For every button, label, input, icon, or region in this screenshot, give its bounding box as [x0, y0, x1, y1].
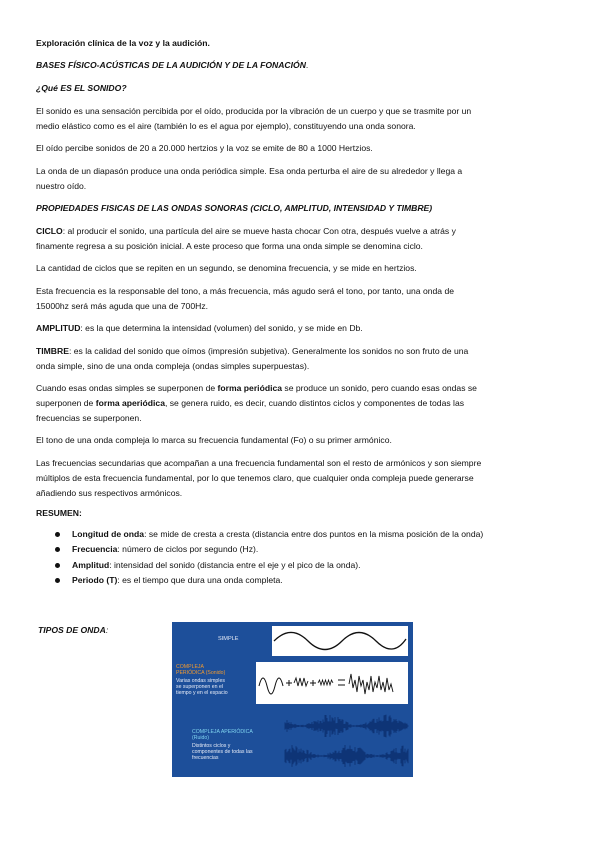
cuando-text-f: , se genera ruido, es decir, cuando distintos ciclos y componentes de todas las: [164, 398, 465, 408]
complex-periodic-panel: [256, 662, 408, 704]
compleja-aperiodica-title-1: COMPLEJA APERIÓDICA: [192, 729, 253, 735]
bullet-term: Longitud de onda: [72, 529, 145, 539]
simple-wave: [272, 626, 408, 656]
list-item: [52, 527, 483, 542]
simple-wave-panel: [272, 626, 408, 656]
timbre-text: : es la calidad del sonido que oímos (impresión subjetiva). Generalmente los sonidos no son fruto de una: [68, 346, 469, 356]
bullet-text: : número de ciclos por segundo (Hz).: [117, 544, 259, 555]
secundarias-line-1: Las frecuencias secundarias que acompañan a una frecuencia fundamental son el resto de armónicos y son siempre: [36, 458, 482, 468]
cuando-line-2: [36, 396, 464, 411]
bullet-term: Periodo (T): [72, 575, 118, 586]
paragraph-diapason-2: nuestro oído.: [36, 181, 87, 191]
ciclo-line-1: [36, 224, 456, 239]
simple-label: SIMPLE: [218, 636, 239, 642]
paragraph-oido: El oído percibe sonidos de 20 a 20.000 hertzios y la voz se emite de 80 a 1000 Hertzios.: [36, 143, 373, 153]
bullet-text: : intensidad del sonido (distancia entre el eje y el pico de la onda).: [109, 559, 361, 570]
ciclo-term: CICLO: [36, 226, 63, 236]
compleja-periodica-desc-1: Varias ondas simples: [176, 678, 225, 684]
cuando-text-d: superponen de: [36, 398, 96, 408]
doc-title: Exploración clínica de la voz y la audición.: [36, 38, 210, 48]
wave-types-figure: [172, 622, 413, 777]
compleja-aperiodica-desc-1: Distintos ciclos y: [192, 743, 231, 749]
compleja-periodica-title-1: COMPLEJA: [176, 664, 204, 670]
bullet-icon: [55, 578, 60, 583]
paragraph-diapason-1: La onda de un diapasón produce una onda periódica simple. Esa onda perturba el aire de su alrededor y llega a: [36, 166, 463, 176]
bullet-text: : se mide de cresta a cresta (distancia entre dos puntos en la misma posición de la onda): [144, 529, 484, 539]
bullet-term: Amplitud: [72, 559, 110, 570]
bullet-icon: [55, 563, 60, 568]
frecuencia-paragraph: La cantidad de ciclos que se repiten en un segundo, se denomina frecuencia, y se mide en hertzios.: [36, 263, 417, 273]
properties-heading: PROPIEDADES FISICAS DE LAS ONDAS SONORAS (CICLO, AMPLITUD, INTENSIDAD Y TIMBRE): [36, 203, 433, 213]
amplitud-line: [36, 321, 363, 336]
doc-subtitle-period: .: [305, 60, 309, 70]
bullet-text: : es el tiempo que dura una onda completa.: [117, 575, 283, 586]
cuando-line-3: frecuencias se superponen.: [36, 413, 142, 423]
tipos-heading: [38, 623, 108, 638]
amplitud-text: : es la que determina la intensidad (volumen) del sonido, y se mide en Db.: [80, 323, 363, 333]
cuando-line-1: [36, 381, 477, 396]
compleja-aperiodica-desc-3: frecuencias: [192, 755, 219, 761]
timbre-line-1: [36, 344, 468, 359]
cuando-text-c: se produce un sonido, pero cuando esas ondas se: [282, 383, 477, 393]
forma-periodica-term: forma periódica: [217, 383, 283, 393]
question-heading: ¿Qué ES EL SONIDO?: [36, 83, 127, 93]
noise-wave-top: [285, 715, 408, 738]
secundarias-line-3: añadiendo sus respectivos armónicos.: [36, 488, 183, 498]
tipos-colon: :: [105, 625, 109, 635]
paragraph-sonido-2: medio elástico como es el aire (también lo es el agua por ejemplo), constituyendo una onda sonora.: [36, 121, 416, 131]
amplitud-term: AMPLITUD: [36, 323, 81, 333]
resumen-heading: RESUMEN:: [36, 508, 82, 518]
compleja-periodica-desc-2: se superponen en el: [176, 684, 224, 690]
bullet-icon: [55, 532, 60, 537]
forma-aperiodica-term: forma aperiódica: [95, 398, 165, 408]
compleja-periodica-desc-3: tiempo y en el espacio: [176, 690, 228, 696]
compleja-aperiodica-title-2: (Ruido): [192, 735, 210, 741]
list-item: [52, 573, 483, 588]
paragraph-sonido-1: El sonido es una sensación percibida por el oído, producida por la vibración de un cuerpo y que se trasmite por un: [36, 106, 472, 116]
tono-line-1: Esta frecuencia es la responsable del tono, a más frecuencia, más agudo será el tono, por tanto, una onda de: [36, 286, 455, 296]
bullet-icon: [55, 547, 60, 552]
doc-subtitle-line: [36, 58, 308, 73]
aperiodic-noise-waves: [284, 710, 410, 772]
compleja-aperiodica-desc-2: componentes de todas las: [192, 749, 253, 755]
compleja-periodica-title-2: PERIÓDICA (Sonido): [176, 670, 226, 676]
tipos-label: TIPOS DE ONDA: [38, 625, 106, 635]
list-item: [52, 558, 483, 573]
resumen-list: [52, 527, 483, 589]
timbre-line-2: onda simple, sino de una onda compleja (ondas simples superpuestas).: [36, 361, 310, 371]
tono-line-2: 15000hz será más aguda que una de 700Hz.: [36, 301, 209, 311]
secundarias-line-2: múltiplos de esta frecuencia fundamental, por lo que tenemos claro, que cualquier onda compleja puede generarse: [36, 473, 474, 483]
bullet-term: Frecuencia: [72, 544, 118, 555]
doc-subtitle: BASES FÍSICO-ACÚSTICAS DE LA AUDICIÓN Y DE LA FONACIÓN: [36, 60, 306, 70]
ciclo-text: : al producir el sonido, una partícula del aire se mueve hasta chocar Con otra, después vuelve a atrás y: [62, 226, 456, 236]
ciclo-line-2: finamente regresa a su posición inicial. A este proceso que forma una onda simple se denomina ciclo.: [36, 241, 423, 251]
timbre-term: TIMBRE: [36, 346, 69, 356]
cuando-text-a: Cuando esas ondas simples se superponen de: [36, 383, 218, 393]
complex-periodic-wave: [256, 662, 408, 704]
tono-compleja-paragraph: El tono de una onda compleja lo marca su frecuencia fundamental (Fo) o su primer armónico.: [36, 435, 392, 445]
noise-wave-bottom: [285, 745, 408, 767]
list-item: [52, 542, 483, 557]
